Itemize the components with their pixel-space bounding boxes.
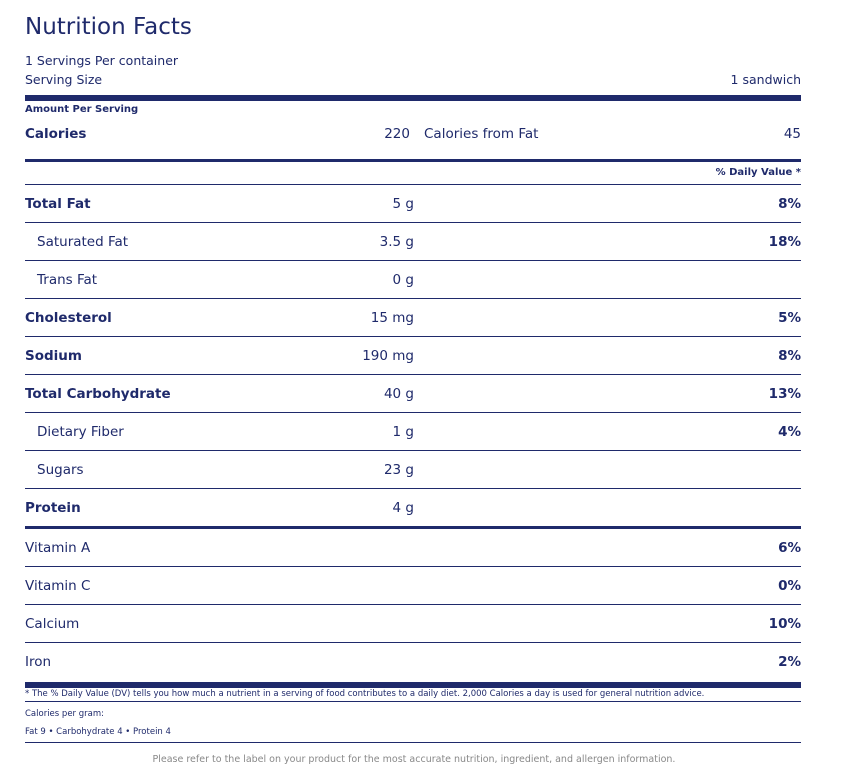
nutrient-row-cholesterol: [25, 299, 801, 336]
nutrient-row-total-carbohydrate: [25, 375, 801, 412]
nutrient-name: Sodium: [25, 347, 82, 364]
nutrient-amount: 1 g: [392, 423, 414, 440]
nutrient-row-trans-fat: [25, 261, 801, 298]
servings-per-container: 1 Servings Per container: [25, 53, 179, 68]
nutrient-row-protein: [25, 489, 801, 526]
nutrient-name: Total Carbohydrate: [25, 385, 171, 402]
calories-per-gram-label: Calories per gram:: [25, 709, 104, 719]
nutrient-name: Cholesterol: [25, 309, 112, 326]
vitamin-name: Calcium: [25, 615, 80, 632]
vitamin-name: Vitamin A: [25, 539, 91, 556]
calories-from-fat-value: 45: [783, 125, 801, 142]
vitamin-dv: 6%: [778, 539, 801, 556]
vitamin-row-iron: [25, 643, 801, 680]
nutrient-dv: 8%: [778, 195, 801, 212]
vitamin-name: Vitamin C: [25, 577, 91, 594]
nutrient-name: Saturated Fat: [37, 233, 129, 250]
vitamin-row-calcium: [25, 605, 801, 642]
nutrient-name: Sugars: [37, 461, 84, 478]
calories-row: [25, 118, 801, 149]
nutrient-amount: 15 mg: [370, 309, 414, 326]
daily-value-footnote: * The % Daily Value (DV) tells you how much a nutrient in a serving of food contributes to a daily diet. 2,000 Calories a day is used for general nutrition advice.: [25, 689, 705, 699]
nutrient-amount: 3.5 g: [379, 233, 414, 250]
calories-value: 220: [384, 125, 410, 142]
nutrient-row-saturated-fat: [25, 223, 801, 260]
nutrient-dv: 13%: [768, 385, 801, 402]
calories-label: Calories: [25, 125, 87, 142]
nutrient-amount: 190 mg: [362, 347, 414, 364]
calories-from-fat-label: Calories from Fat: [424, 125, 539, 142]
nutrient-row-total-fat: [25, 185, 801, 222]
nutrient-name: Trans Fat: [37, 271, 98, 288]
amount-per-serving: Amount Per Serving: [25, 104, 139, 115]
nutrient-dv: 8%: [778, 347, 801, 364]
nutrient-row-sugars: [25, 451, 801, 488]
nutrient-name: Dietary Fiber: [37, 423, 124, 440]
nutrient-row-dietary-fiber: [25, 413, 801, 450]
panel-title: Nutrition Facts: [25, 14, 192, 40]
nutrient-name: Protein: [25, 499, 81, 516]
vitamin-name: Iron: [25, 653, 52, 670]
nutrient-amount: 40 g: [383, 385, 414, 402]
serving-size-label: Serving Size: [25, 72, 103, 87]
vitamin-row-c: [25, 567, 801, 604]
nutrition-facts-panel: [25, 12, 801, 743]
vitamin-dv: 2%: [778, 653, 801, 670]
vitamin-dv: 0%: [778, 577, 801, 594]
nutrient-row-sodium: [25, 337, 801, 374]
serving-size-value: 1 sandwich: [730, 72, 801, 87]
vitamin-row-a: [25, 529, 801, 566]
nutrient-dv: 5%: [778, 309, 801, 326]
nutrient-amount: 0 g: [392, 271, 414, 288]
serving-size-row: [25, 70, 801, 89]
nutrient-amount: 23 g: [383, 461, 414, 478]
nutrient-name: Total Fat: [25, 195, 91, 212]
nutrient-amount: 4 g: [392, 499, 414, 516]
divider: [25, 742, 801, 743]
calories-per-gram-values: Fat 9 • Carbohydrate 4 • Protein 4: [25, 727, 171, 737]
nutrient-amount: 5 g: [392, 195, 414, 212]
vitamin-dv: 10%: [768, 615, 801, 632]
nutrient-dv: 18%: [768, 233, 801, 250]
label-disclaimer: Please refer to the label on your product for the most accurate nutrition, ingredient, and allergen information.: [152, 754, 676, 765]
nutrient-dv: 4%: [778, 423, 801, 440]
daily-value-header: % Daily Value *: [715, 167, 801, 178]
